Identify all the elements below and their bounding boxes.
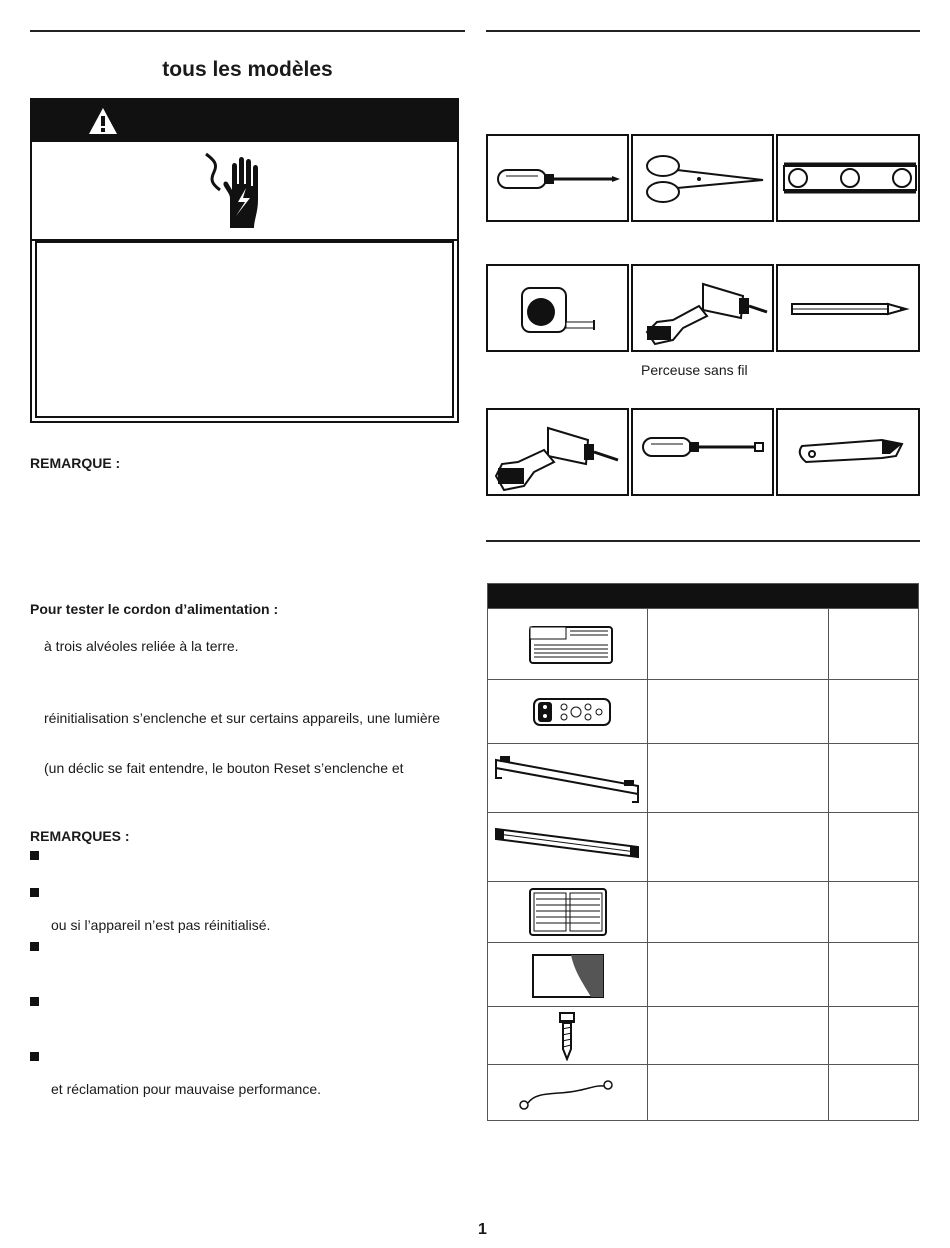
table-row (488, 812, 918, 882)
test-step-line: (un déclic se fait entendre, le bouton Reset s’enclenche et (44, 760, 404, 776)
cord-strap-icon (516, 1077, 616, 1113)
tool-pencil (776, 264, 920, 352)
bullet-icon (30, 997, 39, 1006)
left-top-rule (30, 30, 465, 32)
top-rail-icon (492, 823, 642, 867)
tool-flat-screwdriver (631, 408, 774, 496)
note-label: REMARQUE : (30, 455, 121, 471)
warning-symbol-area (32, 142, 457, 241)
page-title: tous les modèles (162, 58, 333, 81)
bullet-icon (30, 888, 39, 897)
utility-knife-icon (778, 410, 922, 498)
tool-tape-measure (486, 264, 629, 352)
tool-drill (631, 264, 774, 352)
warning-triangle-icon (88, 106, 118, 136)
right-top-rule (486, 30, 920, 32)
tool-utility-knife (776, 408, 920, 496)
test-step-line: à trois alvéoles reliée à la terre. (44, 638, 239, 654)
flat-screwdriver-icon (633, 410, 776, 498)
foam-seal-icon (531, 953, 605, 999)
tape-measure-icon (488, 266, 631, 354)
remote-control-icon (532, 697, 612, 727)
warning-header (32, 100, 457, 142)
drill-caption: Perceuse sans fil (641, 362, 748, 378)
bullet-icon (30, 942, 39, 951)
table-row (488, 881, 918, 943)
table-row (488, 1006, 918, 1065)
bullet-icon (30, 1052, 39, 1061)
warning-box (30, 98, 459, 423)
screw-icon (557, 1011, 577, 1061)
tool-phillips-screwdriver (486, 134, 629, 222)
scissors-icon (633, 136, 776, 224)
table-row (488, 608, 918, 680)
test-step-line: réinitialisation s’enclenche et sur certains appareils, une lumière (44, 710, 441, 726)
side-curtain-icon (492, 750, 642, 804)
table-row (488, 743, 918, 813)
filter-grille-icon (528, 887, 608, 937)
electric-shock-hand-icon (200, 150, 280, 230)
table-row (488, 942, 918, 1007)
drill-icon (633, 266, 776, 354)
note-line: et réclamation pour mauvaise performance. (51, 1081, 322, 1097)
warning-text-box (35, 241, 454, 418)
table-row (488, 1064, 918, 1123)
pencil-icon (778, 266, 922, 354)
parts-table (487, 583, 919, 1121)
tool-cordless-drill (486, 408, 629, 496)
notes-label: REMARQUES : (30, 828, 130, 844)
bullet-icon (30, 851, 39, 860)
note-line: ou si l’appareil n’est pas réinitialisé. (51, 917, 271, 933)
level-icon (778, 136, 922, 224)
parts-table-header (488, 584, 918, 608)
tool-scissors (631, 134, 774, 222)
power-cord-test-heading: Pour tester le cordon d’alimentation : (30, 601, 279, 617)
air-conditioner-unit-icon (526, 623, 616, 667)
table-row (488, 679, 918, 744)
parts-section-rule (486, 540, 920, 542)
cordless-drill-icon (488, 410, 631, 498)
phillips-screwdriver-icon (488, 136, 631, 224)
tool-level (776, 134, 920, 222)
page-number: 1 (478, 1221, 487, 1238)
